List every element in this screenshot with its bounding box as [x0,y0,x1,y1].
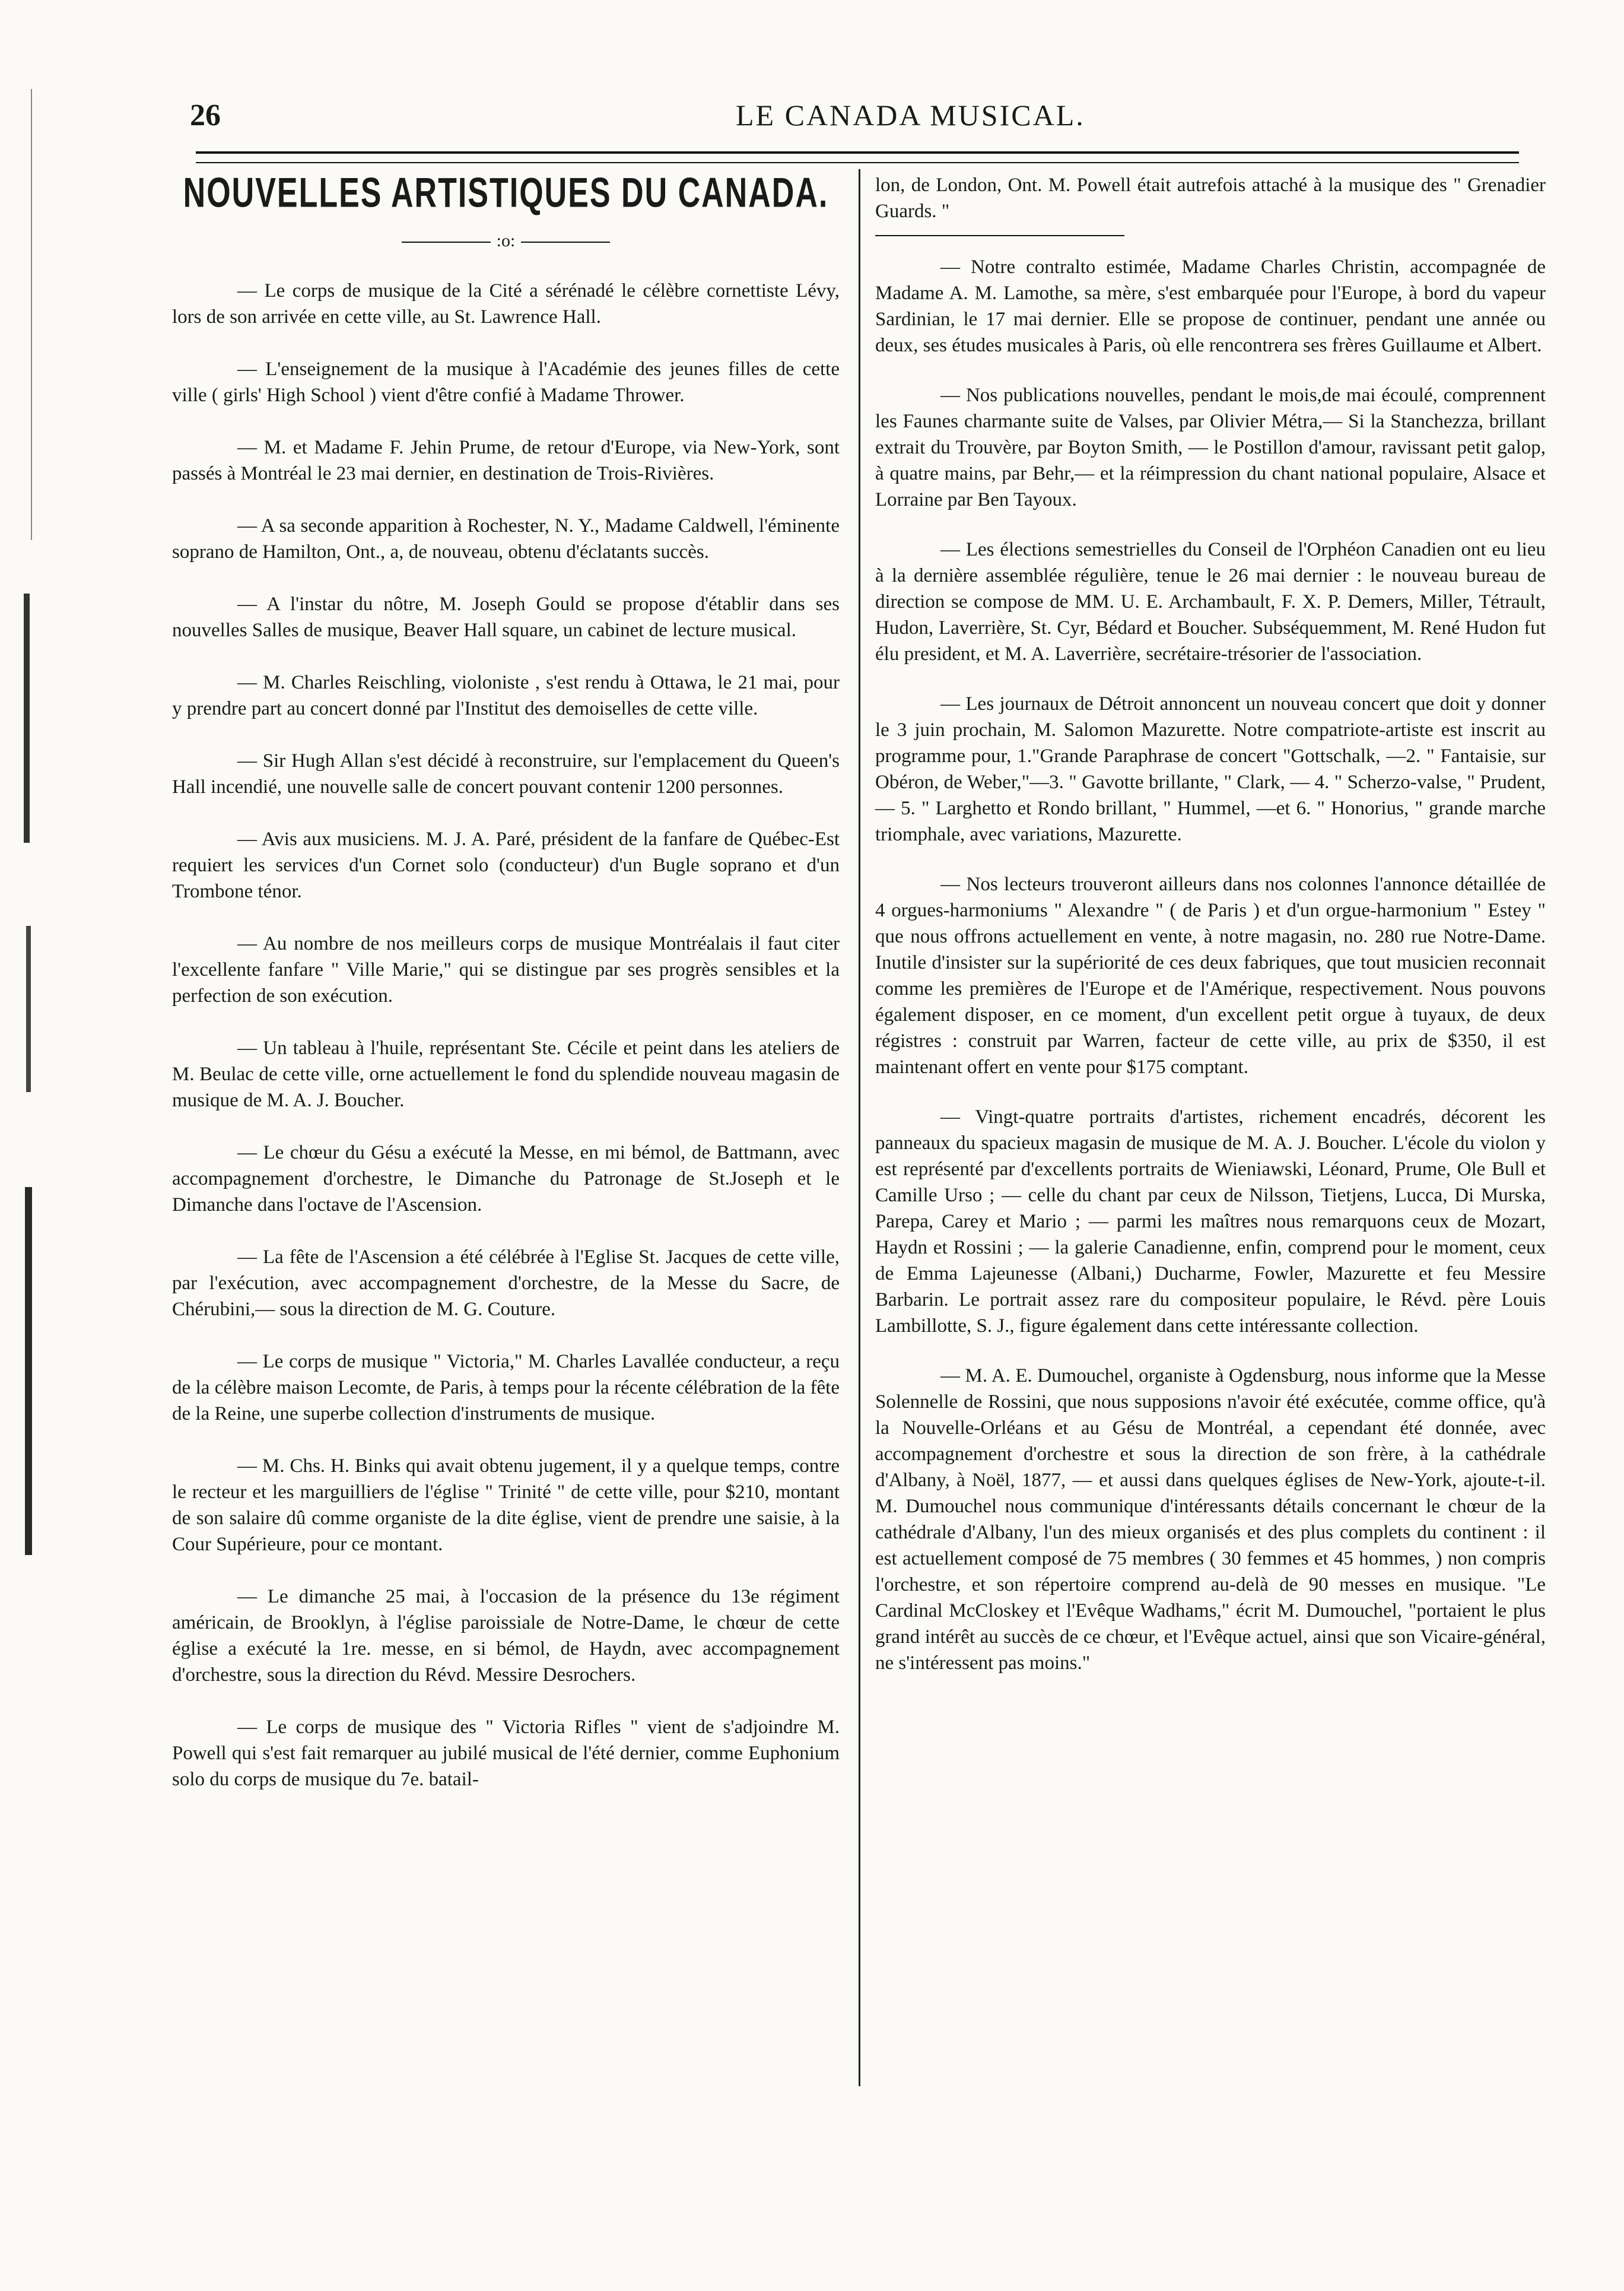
news-item: — Le corps de musique de la Cité a sérénadé le célèbre cornettiste Lévy, lors de son arrivée en cette ville, au St. Lawrence Hall. [172,280,840,328]
column-divider [859,169,860,2086]
news-item: — M. A. E. Dumouchel, organiste à Ogdensburg, nous informe que la Messe Solennelle de Rossini, que nous supposions n'avoir été exécutée, comme office, qu'à la Nouvelle-Orléans et au Gésu de Montréal, a cependant été donnée, avec accompagnement d'orchestre et sous la direction de son frère, à la cathédrale d'Albany, à Noël, 1877, — et aussi dans quelques églises de New-York, ajoute-t-il. M. Dumouchel nous communique d'intéressants détails concernant le chœur de la cathédrale d'Albany, l'un des mieux organisés et des plus complets du continent : il est actuellement composé de 75 membres ( 30 femmes et 45 hommes, ) non compris l'orchestre, et son répertoire comprend au-delà de 90 messes en musique. "Le Cardinal McCloskey et l'Evêque Wadhams," écrit M. Dumouchel, "portaient le plus grand intérêt au succès de ce chœur, et l'Evêque actuel, ainsi que son Vicaire-général, ne s'intéressent pas moins." [875,1365,1546,1674]
item-rule [875,235,1124,236]
news-item: — M. et Madame F. Jehin Prume, de retour d'Europe, via New-York, sont passés à Montréal le 23 mai dernier, en destination de Trois-Rivières. [172,437,840,484]
news-item: — La fête de l'Ascension a été célébrée à l'Eglise St. Jacques de cette ville, par l'exécution, avec accompagnement d'orchestre, de la Messe du Sacre, de Chérubini,— sous la direction de M. G. Couture. [172,1246,840,1320]
left-column [172,172,840,1819]
news-item: — Le corps de musique " Victoria," M. Charles Lavallée conducteur, a reçu de la célèbre maison Lecomte, de Paris, à temps pour la récente célébration de la fête de la Reine, une superbe collection d'instruments de musique. [172,1351,840,1424]
header-rule [196,151,1519,163]
news-item: — Un tableau à l'huile, représentant Ste. Cécile et peint dans les ateliers de M. Beulac de cette ville, orne actuellement le fond du splendide nouveau magasin de musique de M. A. J. Boucher. [172,1037,840,1111]
news-item: — Avis aux musiciens. M. J. A. Paré, président de la fanfare de Québec-Est requiert les services d'un Cornet solo (conducteur) d'un Bugle soprano et d'un Trombone ténor. [172,829,840,902]
news-item: — Au nombre de nos meilleurs corps de musique Montréalais il faut citer l'excellente fanfare " Ville Marie," qui se distingue par ses progrès sensibles et la perfection de son exécution. [172,933,840,1007]
news-item: — A sa seconde apparition à Rochester, N. Y., Madame Caldwell, l'éminente soprano de Hamilton, Ont., a, de nouveau, obtenu d'éclatants succès. [172,515,840,563]
news-item: — Les journaux de Détroit annoncent un nouveau concert que doit y donner le 3 juin prochain, M. Salomon Mazurette. Notre compatriote-artiste est inscrit au programme pour, 1."Grande Paraphrase de concert "Gottschalk, —2. " Fantaisie, sur Obéron, de Weber,"—3. " Gavotte brillante, " Clark, — 4. " Scherzo-valse, " Prudent, — 5. " Larghetto et Rondo brillant, " Hummel, —et 6. " Honorius, " grande marche triomphale, avec variations, Mazurette. [875,693,1546,845]
news-item: — Sir Hugh Allan s'est décidé à reconstruire, sur l'emplacement du Queen's Hall incendié, une nouvelle salle de concert pouvant contenir 1200 personnes. [172,750,840,798]
news-item: — A l'instar du nôtre, M. Joseph Gould se propose d'établir dans ses nouvelles Salles de musique, Beaver Hall square, un cabinet de lecture musical. [172,594,840,641]
news-item: — M. Chs. H. Binks qui avait obtenu jugement, il y a quelque temps, contre le recteur et les marguilliers de l'église " Trinité " de cette ville, pour $210, montant de son salaire dû comme organiste de la dite église, vient de prendre une saisie, à la Cour Supérieure, pour ce montant. [172,1455,840,1555]
binding-edge-mark [31,89,32,540]
news-item: — Le corps de musique des " Victoria Rifles " vient de s'adjoindre M. Powell qui s'est fait remarquer au jubilé musical de l'été dernier, comme Euphonium solo du corps de musique du 7e. batail- [172,1716,840,1790]
news-item: — Le dimanche 25 mai, à l'occasion de la présence du 13e régiment américain, de Brooklyn, à l'église paroissiale de Notre-Dame, le chœur de cette église a exécuté la 1re. messe, en si bémol, de Haydn, avec accompagnement d'orchestre, sous la direction du Révd. Messire Desrochers. [172,1586,840,1686]
news-item: — Nos publications nouvelles, pendant le mois,de mai écoulé, comprennent les Faunes charmante suite de Valses, par Olivier Métra,— Si la Stanchezza, brillant extrait du Trouvère, par Boyton Smith, — le Postillon d'amour, ravissant petit galop, à quatre mains, par Behr,— et la réimpression du chant national populaire, Alsace et Lorraine par Ben Tayoux. [875,385,1546,510]
news-item: — L'enseignement de la musique à l'Académie des jeunes filles de cette ville ( girls' High School ) vient d'être confié à Madame Thrower. [172,358,840,406]
news-item: — Le chœur du Gésu a exécuté la Messe, en mi bémol, de Battmann, avec accompagnement d'orchestre, le Dimanche du Patronage de St.Joseph et le Dimanche dans l'octave de l'Ascension. [172,1142,840,1216]
news-item: — Nos lecteurs trouveront ailleurs dans nos colonnes l'annonce détaillée de 4 orgues-harmoniums " Alexandre " ( de Paris ) et d'un orgue-harmonium " Estey " que nous offrons actuellement en vente, à notre magasin, no. 280 rue Notre-Dame. Inutile d'insister sur la supériorité de ces deux fabriques, que tout musicien reconnait comme les premières de l'Europe et de l'Amérique, respectivement. Nous pouvons également disposer, en ce moment, d'un excellent petit orgue à tuyaux, de deux régistres : construit par Warren, facteur de cette ville, au prix de $350, il est maintenant offert en vente pour $175 comptant. [875,874,1546,1078]
news-item-continuation: lon, de London, Ont. M. Powell était autrefois attaché à la musique des " Grenadier Guards. " [875,174,1546,222]
news-item: — M. Charles Reischling, violoniste , s'est rendu à Ottawa, le 21 mai, pour y prendre part au concert donné par l'Institut des demoiselles de cette ville. [172,672,840,719]
right-column [875,172,1546,1700]
binding-edge-mark [24,594,30,843]
binding-edge-mark [26,926,31,1092]
news-item: — Vingt-quatre portraits d'artistes, richement encadrés, décorent les panneaux du spacieux magasin de musique de M. A. J. Boucher. L'école du violon y est représenté par d'excellents portraits de Wieniawski, Léonard, Prume, Ole Bull et Camille Urso ; — celle du chant par ceux de Nilsson, Tietjens, Lucca, Di Murska, Parepa, Carey et Mario ; — parmi les maîtres nous remarquons ceux de Mozart, Haydn et Rossini ; — la galerie Canadienne, enfin, comprend pour le moment, ceux de Emma Lajeunesse (Albani,) Ducharme, Fowler, Mazurette et feu Messire Barbarin. Le portrait assez rare du compositeur populaire, le Révd. père Louis Lambillotte, S. J., figure également dans cette intéressante collection. [875,1106,1546,1337]
page-number: 26 [190,99,221,132]
section-headline: NOUVELLES ARTISTIQUES DU CANADA. [183,170,829,217]
news-item: — Les élections semestrielles du Conseil de l'Orphéon Canadien ont eu lieu à la dernière assemblée régulière, tenue le 26 mai dernier : le nouveau bureau de direction se compose de MM. U. E. Archambault, F. X. P. Demers, Miller, Tétrault, Hudon, Laverrière, St. Cyr, Bédard et Boucher. Subséquemment, M. René Hudon fut élu president, et M. A. Laverrière, secrétaire-trésorier de l'association. [875,539,1546,665]
running-title: LE CANADA MUSICAL. [736,99,1085,132]
news-item: — Notre contralto estimée, Madame Charles Christin, accompagnée de Madame A. M. Lamothe, sa mère, s'est embarquée pour l'Europe, à bord du vapeur Sardinian, le 17 mai dernier. Elle se propose de continuer, pendant une année ou deux, ses études musicales à Paris, où elle rencontrera ses frères Guillaume et Albert. [875,256,1546,356]
binding-edge-mark [25,1187,32,1555]
separator-mark: :o: [496,231,516,250]
